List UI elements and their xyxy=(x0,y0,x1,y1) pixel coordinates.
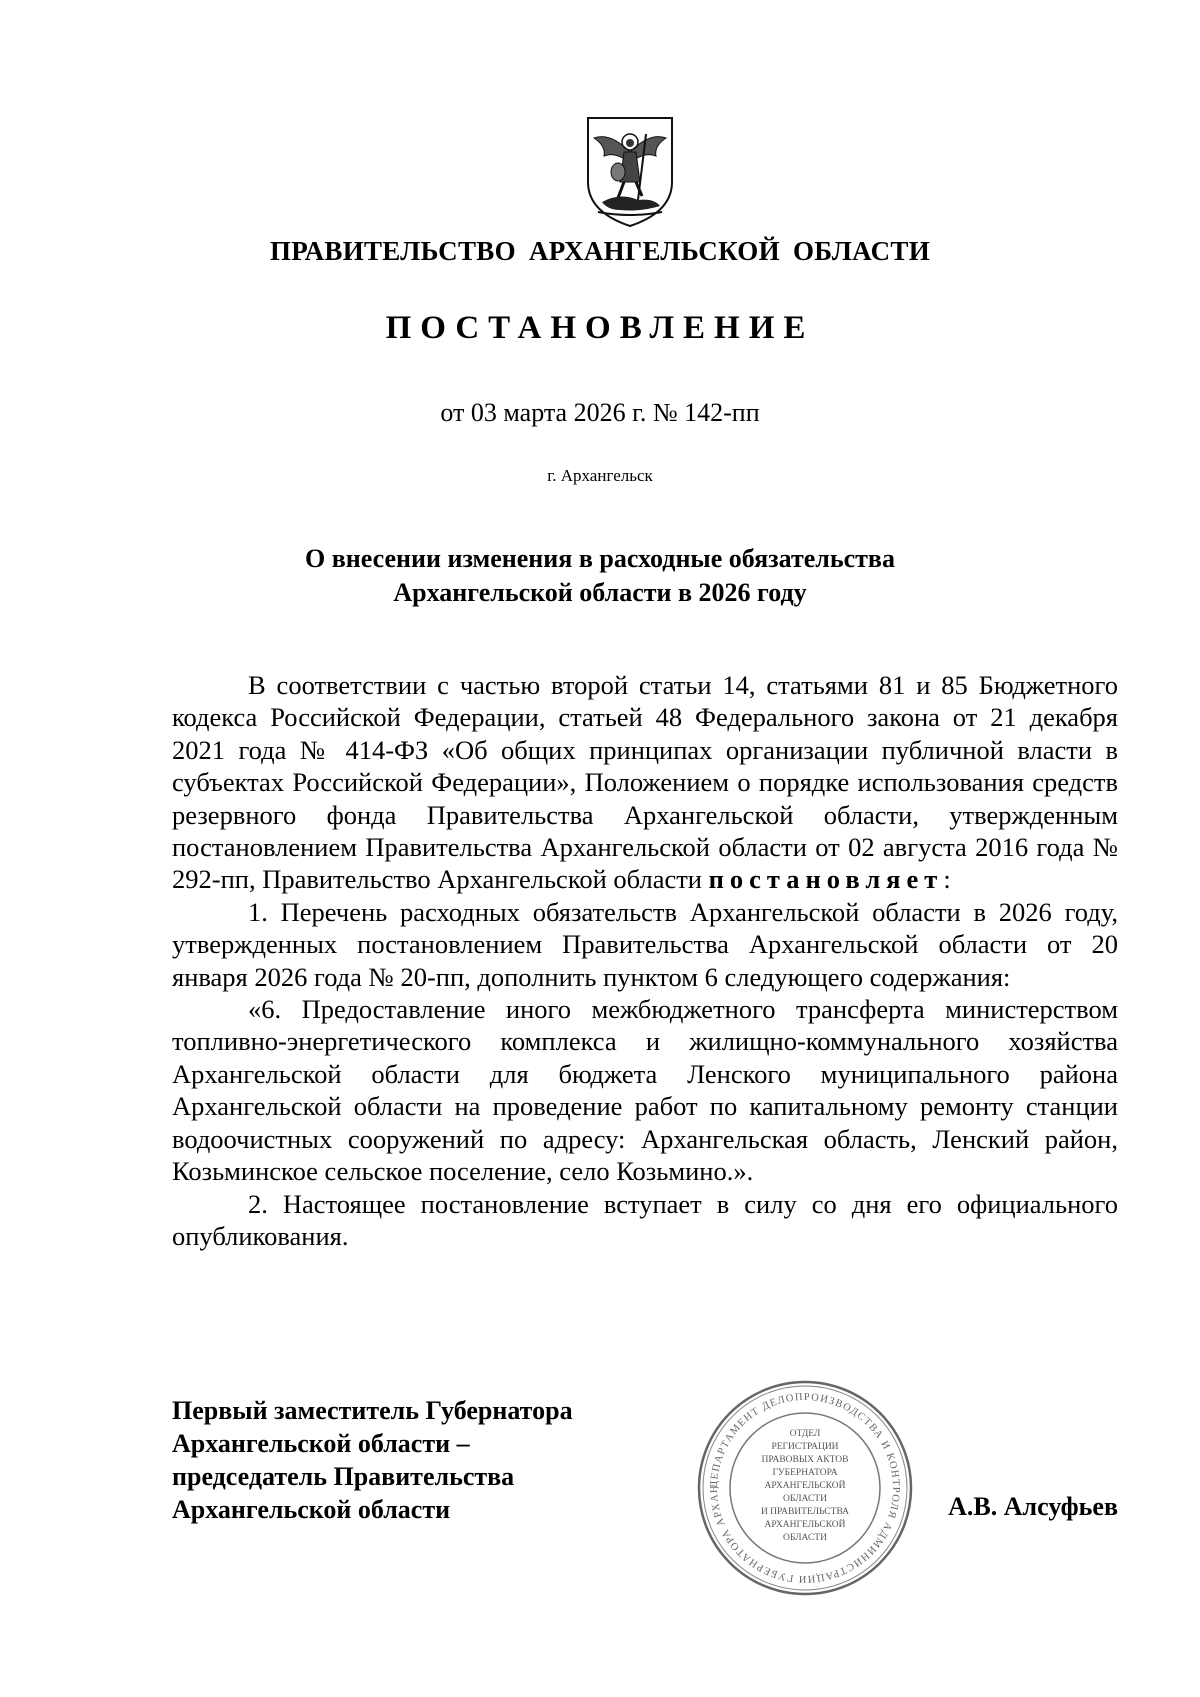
signer-title-line: Первый заместитель Губернатора xyxy=(172,1396,573,1425)
decree-colon: : xyxy=(943,864,951,895)
stamp-ring-text: ДЕПАРТАМЕНТ ДЕЛОПРОИЗВОДСТВА И КОНТРОЛЯ АДМИНИСТРАЦИИ ГУБЕРНАТОРА АРХАН xyxy=(708,1391,902,1585)
paragraph-item-2: 2. Настоящее постановление вступает в силу со дня его официального опубликования. xyxy=(172,1188,1118,1251)
paragraph-preamble xyxy=(172,669,1118,896)
document-subject xyxy=(0,542,1200,610)
stamp-center-line: ГУБЕРНАТОРА xyxy=(772,1468,838,1478)
official-stamp xyxy=(695,1378,915,1598)
stamp-center-line: И ПРАВИТЕЛЬСТВА xyxy=(760,1507,850,1517)
subject-line-2: Архангельской области в 2026 году xyxy=(393,578,807,607)
coat-of-arms-emblem xyxy=(580,112,680,230)
signer-title-line: Архангельской области – xyxy=(172,1429,470,1458)
subject-line-1: О внесении изменения в расходные обязательства xyxy=(305,544,895,573)
paragraph-item-6-quote: «6. Предоставление иного межбюджетного трансферта министерством топливно-энергетического комплекса и жилищно-коммунального хозяйства Архангельской области для бюджета Ленского муниципального района Архангельской области на проведение работ по капитальному ремонту станции водоочистных сооружений по адресу: Архангельская область, Ленский район, Козьминское сельское поселение, село Козьмино.». xyxy=(172,994,1118,1187)
decree-word: постановляет xyxy=(708,864,944,895)
stamp-center-line: АРХАНГЕЛЬСКОЙ xyxy=(764,1520,846,1530)
document-body xyxy=(172,669,1118,1252)
document-type: ПОСТАНОВЛЕНИЕ xyxy=(385,310,815,346)
government-title: ПРАВИТЕЛЬСТВО АРХАНГЕЛЬСКОЙ ОБЛАСТИ xyxy=(269,236,931,266)
stamp-center-line: ОБЛАСТИ xyxy=(783,1533,827,1543)
stamp-center-line: ПРАВОВЫХ АКТОВ xyxy=(761,1455,849,1465)
signer-title-line: председатель Правительства xyxy=(172,1462,515,1491)
stamp-center-line: АРХАНГЕЛЬСКОЙ xyxy=(764,1481,846,1491)
stamp-center-line: РЕГИСТРАЦИИ xyxy=(771,1442,839,1452)
stamp-center-line: ОБЛАСТИ xyxy=(783,1494,827,1504)
stamp-center-line: ОТДЕЛ xyxy=(789,1429,821,1439)
signer-title xyxy=(172,1394,573,1526)
paragraph-item-1: 1. Перечень расходных обязательств Архангельской области в 2026 году, утвержденных постановлением Правительства Архангельской области от 20 января 2026 года № 20-пп, дополнить пунктом 6 следующего содержания: xyxy=(172,896,1118,992)
document-number-date: от 03 марта 2026 г. № 142-пп xyxy=(440,398,760,427)
signer-name: А.В. Алсуфьев xyxy=(948,1492,1118,1521)
signer-title-line: Архангельской области xyxy=(172,1495,451,1524)
round-seal-icon xyxy=(695,1378,915,1598)
preamble-text: В соответствии с частью второй статьи 14, статьями 81 и 85 Бюджетного кодекса Российской Федерации, статьей 48 Федерального закона от 21 декабря 2021 года № 414-ФЗ «Об общих принципах организации публичной власти в субъектах Российской Федерации», Положением о порядке использования средств резервного фонда Правительства Архангельской области, утвержденным постановлением Правительства Архангельской области от 02 августа 2016 года № 292-пп, Правительство Архангельской области xyxy=(172,670,1118,895)
archangel-emblem-icon xyxy=(580,112,680,230)
document-city: г. Архангельск xyxy=(547,466,653,485)
